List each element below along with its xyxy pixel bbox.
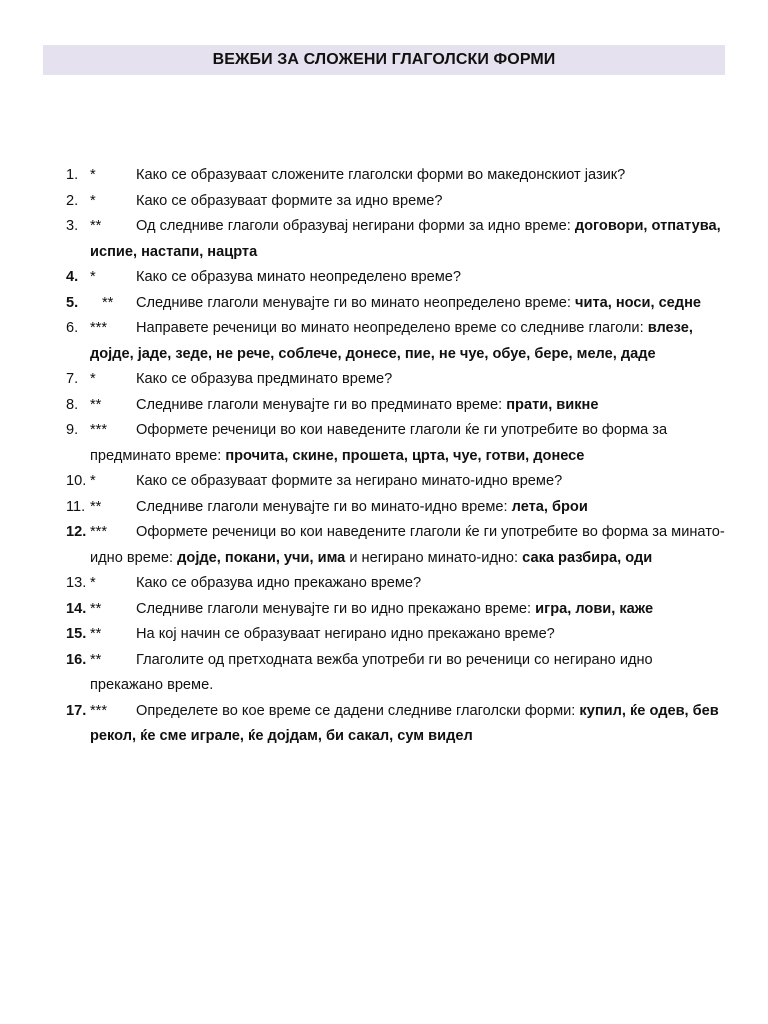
item-number: 10.: [66, 473, 87, 489]
item-number: 7.: [66, 371, 79, 387]
list-item: [66, 622, 726, 648]
item-text: Следниве глаголи менувајте ги во предминато време:: [136, 396, 507, 413]
difficulty-stars: ***: [90, 320, 108, 336]
list-item: [66, 214, 726, 265]
item-text-continued: и негирано минато-идно:: [345, 549, 523, 566]
item-text: Глаголите од претходната вежба употреби ги во реченици со негирано идно прекажано време.: [90, 651, 653, 693]
difficulty-stars: **: [90, 218, 102, 234]
difficulty-stars: **: [90, 396, 102, 413]
list-item: [66, 495, 726, 521]
list-item: [66, 189, 726, 215]
item-text: Како се образуваат формите за негирано минато-идно време?: [136, 473, 563, 489]
item-text: Како се образуваат формите за идно време?: [136, 192, 443, 209]
difficulty-stars: *: [90, 371, 96, 387]
list-item: [66, 316, 726, 367]
difficulty-stars: **: [90, 498, 102, 515]
difficulty-stars: *: [90, 167, 96, 183]
item-text: Следниве глаголи менувајте ги во минато неопределено време:: [136, 294, 576, 311]
difficulty-stars: **: [90, 626, 102, 642]
item-verbs: договори, отпатува, испие, настапи, нацрта: [90, 218, 721, 260]
item-verbs: игра, лови, каже: [535, 600, 654, 617]
item-number: 13.: [66, 575, 87, 591]
difficulty-stars: **: [90, 600, 102, 617]
list-item: [66, 520, 726, 571]
item-number: 8.: [66, 396, 79, 413]
item-verbs: купил, ќе одев, бев рекол, ќе сме играле, ќе дојдам, би сакал, сум видел: [90, 702, 719, 744]
list-item: [66, 699, 726, 750]
item-number: 3.: [66, 218, 79, 234]
list-item: [66, 265, 726, 291]
item-verbs-negated: сака разбира, оди: [522, 549, 653, 566]
list-item: [66, 648, 726, 699]
item-text: Оформете реченици во кои наведените глаголи ќе ги употребите во форма за предминато време:: [90, 422, 668, 464]
item-number: 16.: [66, 651, 87, 668]
item-text: Како се образува предминато време?: [136, 371, 393, 387]
item-text: Следниве глаголи менувајте ги во идно прекажано време:: [136, 600, 536, 617]
item-number: 6.: [66, 320, 79, 336]
item-verbs: дојде, покани, учи, има: [177, 549, 346, 566]
title-bar: [43, 45, 725, 75]
difficulty-stars: **: [90, 651, 102, 668]
item-text: Оформете реченици во кои наведените глаголи ќе ги употребите во форма за минато-идно време:: [90, 524, 725, 566]
item-text: Следниве глаголи менувајте ги во минато-идно време:: [136, 498, 512, 515]
list-item: [66, 418, 726, 469]
item-number: 9.: [66, 422, 79, 438]
item-number: 4.: [66, 269, 79, 285]
difficulty-stars: ***: [90, 422, 108, 438]
item-text: Како се образува минато неопределено време?: [136, 269, 462, 285]
item-number: 2.: [66, 192, 79, 209]
item-verbs: лета, брои: [511, 498, 588, 515]
difficulty-stars: **: [102, 294, 114, 311]
item-verbs: прочита, скине, прошета, црта, чуе, готви, донесе: [225, 447, 585, 464]
list-item: [66, 291, 726, 317]
item-text: Како се образува идно прекажано време?: [136, 575, 422, 591]
difficulty-stars: *: [90, 192, 96, 209]
item-number: 17.: [66, 702, 87, 719]
list-item: [66, 393, 726, 419]
list-item: [66, 367, 726, 393]
difficulty-stars: ***: [90, 524, 108, 540]
item-number: 12.: [66, 524, 87, 540]
list-item: [66, 597, 726, 623]
list-item: [66, 469, 726, 495]
item-number: 11.: [66, 498, 86, 515]
item-verbs: прати, викне: [506, 396, 599, 413]
item-verbs: чита, носи, седне: [575, 294, 701, 311]
item-number: 5.: [66, 294, 79, 311]
item-text: Определете во кое време се дадени следниве глаголски форми:: [136, 702, 580, 719]
page-title: ВЕЖБИ ЗА СЛОЖЕНИ ГЛАГОЛСКИ ФОРМИ: [212, 51, 556, 68]
item-text: Направете реченици во минато неопределено време со следниве глаголи:: [136, 320, 648, 336]
exercise-list: [66, 163, 726, 750]
difficulty-stars: ***: [90, 702, 108, 719]
item-text: Како се образуваат сложените глаголски форми во македонскиот јазик?: [136, 167, 626, 183]
item-number: 14.: [66, 600, 87, 617]
list-item: [66, 571, 726, 597]
item-text: На кој начин се образуваат негирано идно прекажано време?: [136, 626, 555, 642]
item-text: Од следниве глаголи образувај негирани форми за идно време:: [136, 218, 575, 234]
item-verbs: влезе, дојде, јаде, зеде, не рече, соблече, донесе, пие, не чуе, обуе, бере, меле, даде: [90, 320, 693, 362]
item-number: 1.: [66, 167, 79, 183]
item-number: 15.: [66, 626, 87, 642]
difficulty-stars: *: [90, 575, 96, 591]
list-item: [66, 163, 726, 189]
difficulty-stars: *: [90, 269, 96, 285]
difficulty-stars: *: [90, 473, 96, 489]
